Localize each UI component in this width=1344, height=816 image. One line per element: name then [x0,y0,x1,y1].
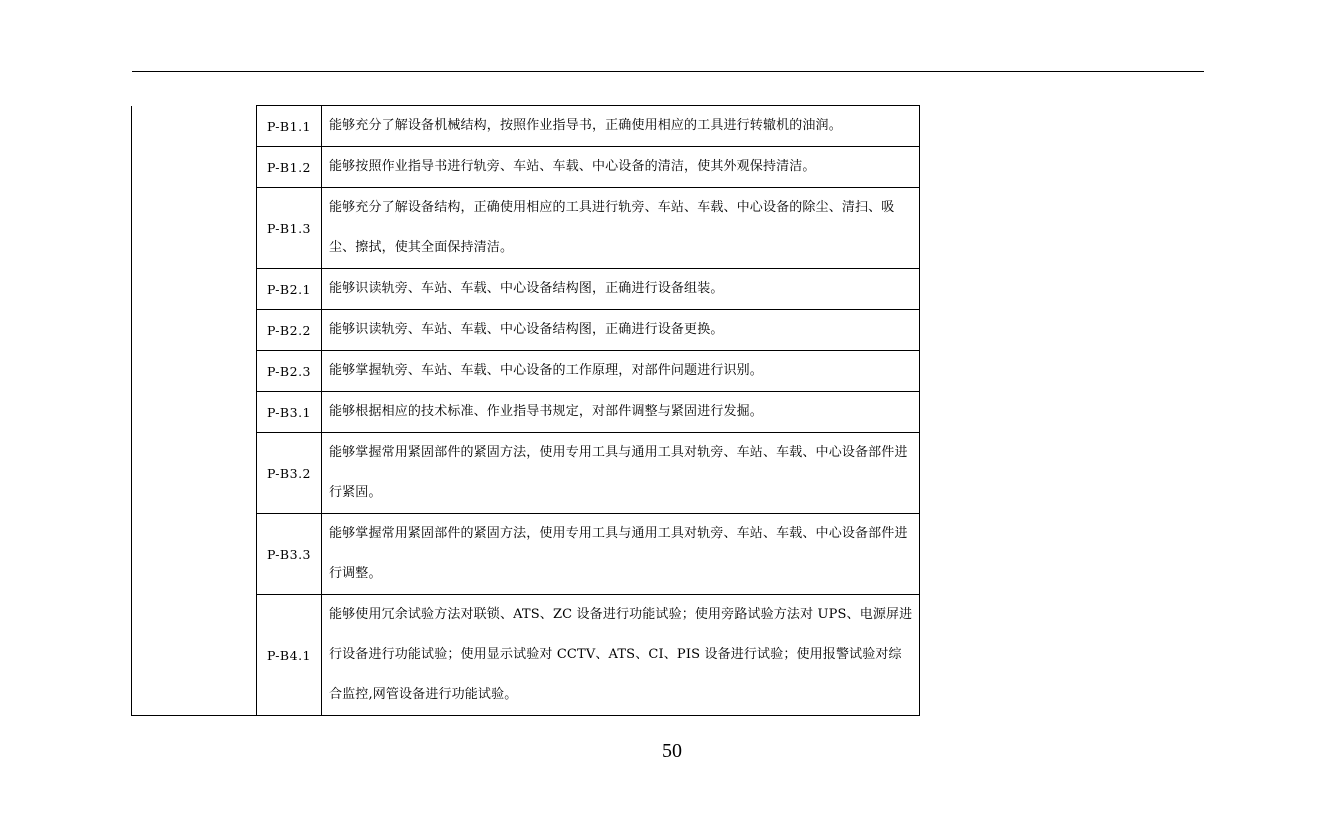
row-description: 能够充分了解设备机械结构，按照作业指导书，正确使用相应的工具进行转辙机的油润。 [322,106,920,147]
row-description: 能够按照作业指导书进行轨旁、车站、车载、中心设备的清洁，使其外观保持清洁。 [322,147,920,188]
row-code: P-B1.1 [257,106,322,147]
row-code: P-B1.3 [257,188,322,269]
row-code: P-B3.2 [257,433,322,514]
row-code: P-B1.2 [257,147,322,188]
row-description: 能够识读轨旁、车站、车载、中心设备结构图，正确进行设备更换。 [322,310,920,351]
page-number: 50 [662,740,682,762]
row-code: P-B2.1 [257,269,322,310]
row-code: P-B3.1 [257,392,322,433]
row-code: P-B2.2 [257,310,322,351]
row-description: 能够掌握常用紧固部件的紧固方法，使用专用工具与通用工具对轨旁、车站、车载、中心设备部件进行紧固。 [322,433,920,514]
row-description: 能够使用冗余试验方法对联锁、ATS、ZC 设备进行功能试验；使用旁路试验方法对 UPS、电源屏进行设备进行功能试验；使用显示试验对 CCTV、ATS、CI、PIS 设备进行试验；使用报警试验对综合监控,网管设备进行功能试验。 [322,595,920,716]
competency-table-container [131,105,920,716]
header-rule [132,71,1204,72]
competency-table [131,105,920,716]
row-description: 能够掌握常用紧固部件的紧固方法，使用专用工具与通用工具对轨旁、车站、车载、中心设备部件进行调整。 [322,514,920,595]
row-code: P-B4.1 [257,595,322,716]
table-row [132,106,920,147]
row-description: 能够掌握轨旁、车站、车载、中心设备的工作原理，对部件问题进行识别。 [322,351,920,392]
row-description: 能够根据相应的技术标准、作业指导书规定，对部件调整与紧固进行发掘。 [322,392,920,433]
row-description: 能够充分了解设备结构，正确使用相应的工具进行轨旁、车站、车载、中心设备的除尘、清扫、吸尘、擦拭，使其全面保持清洁。 [322,188,920,269]
row-description: 能够识读轨旁、车站、车载、中心设备结构图，正确进行设备组装。 [322,269,920,310]
merged-category-cell [132,106,257,716]
row-code: P-B3.3 [257,514,322,595]
row-code: P-B2.3 [257,351,322,392]
